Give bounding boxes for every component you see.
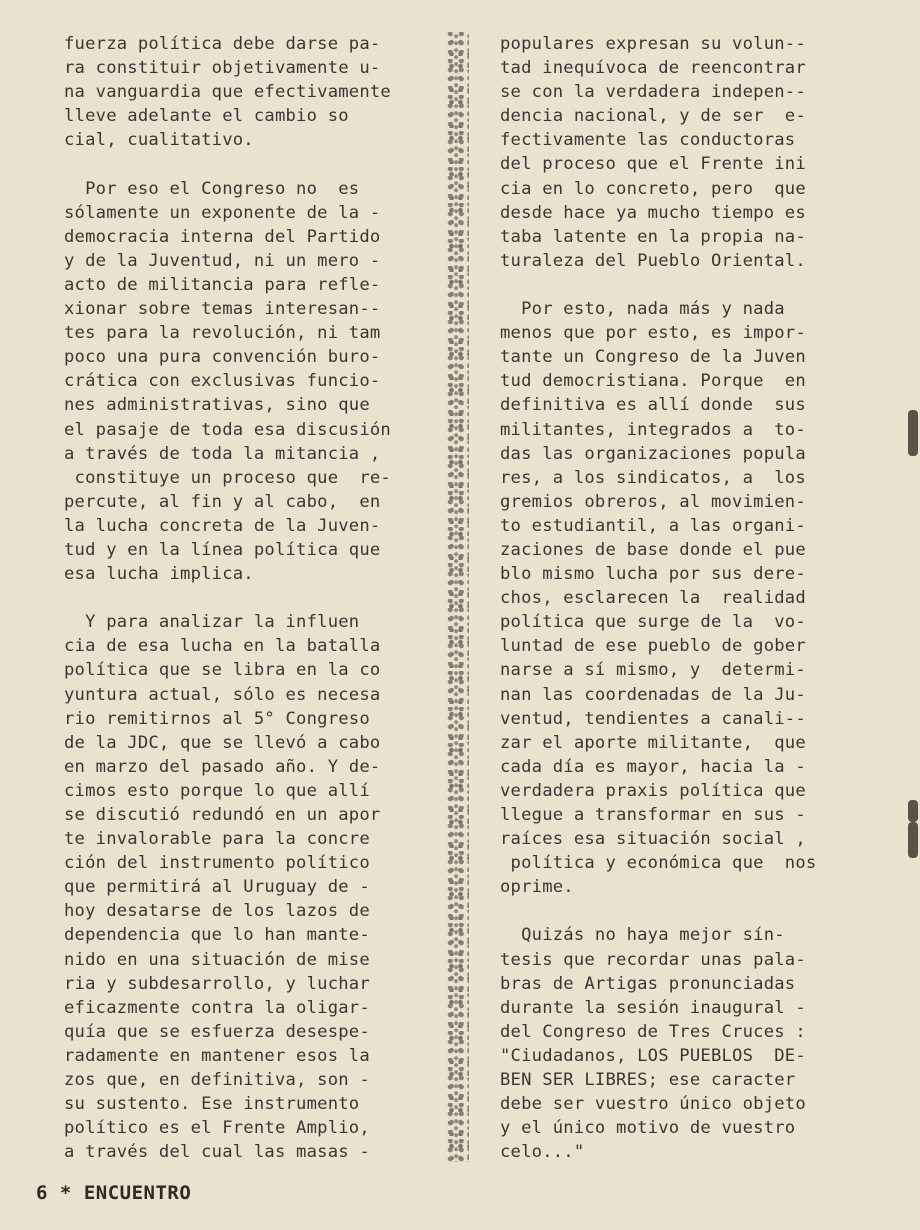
- text-line: radamente en mantener esos la: [64, 1045, 370, 1066]
- text-line: constituye un proceso que re-: [64, 467, 391, 488]
- text-line: del proceso que el Frente ini: [500, 154, 806, 175]
- text-line: nan las coordenadas de la Ju-: [500, 684, 806, 705]
- text-line: narse a sí mismo, y determi-: [500, 660, 806, 681]
- text-line: raíces esa situación social ,: [500, 829, 806, 850]
- text-line: res, a los sindicatos, a los: [500, 467, 806, 488]
- page-number: 6: [36, 1182, 48, 1204]
- text-line: celo...": [500, 1142, 585, 1163]
- text-line: tud y en la línea política que: [64, 539, 381, 560]
- text-line: zos que, en definitiva, son -: [64, 1070, 370, 1091]
- text-line: el pasaje de toda esa discusión: [64, 419, 391, 440]
- text-line: y el único motivo de vuestro: [500, 1118, 796, 1139]
- text-line: chos, esclarecen la realidad: [500, 588, 806, 609]
- paragraph-gap: [64, 152, 444, 176]
- text-line: de la JDC, que se llevó a cabo: [64, 732, 381, 753]
- text-line: BEN SER LIBRES; ese caracter: [500, 1070, 796, 1091]
- text-line: dependencia que lo han mante-: [64, 925, 370, 946]
- text-line: definitiva es allí donde sus: [500, 395, 806, 416]
- text-line: te invalorable para la concre: [64, 829, 370, 850]
- text-line: la lucha concreta de la Juven-: [64, 515, 381, 536]
- text-line: verdadera praxis política que: [500, 780, 806, 801]
- text-line: Y para analizar la influen: [64, 612, 360, 633]
- text-line: se discutió redundó en un apor: [64, 805, 381, 825]
- text-line: lleve adelante el cambio so: [64, 106, 349, 127]
- text-line: gremios obreros, al movimien-: [500, 491, 806, 512]
- text-line: política que se libra en la co: [64, 660, 381, 681]
- text-line: rio remitirnos al 5° Congreso: [64, 708, 370, 729]
- text-line: democracia interna del Partido: [64, 226, 381, 247]
- text-line: quía que se esfuerza desespe-: [64, 1021, 370, 1042]
- text-line: bras de Artigas pronunciadas: [500, 973, 796, 994]
- text-line: tad inequívoca de reencontrar: [500, 58, 806, 79]
- text-line: que permitirá al Uruguay de -: [64, 877, 370, 898]
- text-line: dencia nacional, y de ser e-: [500, 106, 806, 127]
- text-line: nes administrativas, sino que: [64, 395, 370, 416]
- text-line: xionar sobre temas interesan--: [64, 299, 381, 320]
- left-text-column: [64, 32, 444, 1164]
- text-line: percute, al fin y al cabo, en: [64, 491, 381, 512]
- text-line: populares expresan su volun--: [500, 34, 806, 54]
- text-line: tante un Congreso de la Juven: [500, 347, 806, 368]
- paragraph-gap: [64, 586, 444, 610]
- page-edge-mark: [908, 410, 918, 456]
- text-line: sólamente un exponente de la -: [64, 202, 381, 223]
- text-line: y de la Juventud, ni un mero -: [64, 250, 381, 271]
- text-line: hoy desatarse de los lazos de: [64, 901, 370, 922]
- publication-name: ENCUENTRO: [83, 1182, 192, 1204]
- text-line: fuerza política debe darse pa-: [64, 34, 381, 54]
- text-line: taba latente en la propia na-: [500, 226, 806, 247]
- text-line: del Congreso de Tres Cruces :: [500, 1021, 806, 1042]
- text-line: ra constituir objetivamente u-: [64, 58, 381, 79]
- text-line: cia de esa lucha en la batalla: [64, 636, 381, 657]
- text-line: su sustento. Ese instrumento: [64, 1094, 360, 1115]
- text-line: esa lucha implica.: [64, 564, 254, 585]
- text-line: se con la verdadera indepen--: [500, 82, 806, 103]
- text-line: durante la sesión inaugural -: [500, 997, 806, 1018]
- text-line: menos que por esto, es impor-: [500, 323, 806, 344]
- text-line: eficazmente contra la oligar-: [64, 997, 370, 1018]
- text-line: zaciones de base donde el pue: [500, 539, 806, 560]
- text-line: ventud, tendientes a canali--: [500, 708, 806, 729]
- text-line: tud democristiana. Porque en: [500, 371, 806, 392]
- text-line: poco una pura convención buro-: [64, 347, 381, 368]
- text-line: debe ser vuestro único objeto: [500, 1094, 806, 1115]
- column-divider-ornament: [447, 32, 469, 1162]
- paragraph-gap: [500, 899, 860, 923]
- text-line: llegue a transformar en sus -: [500, 805, 806, 825]
- text-line: a través de toda la mitancia ,: [64, 443, 381, 464]
- text-line: cial, cualitativo.: [64, 130, 254, 151]
- text-line: to estudiantil, a las organi-: [500, 515, 806, 536]
- text-line: tesis que recordar unas pala-: [500, 949, 806, 970]
- footer-separator: *: [59, 1182, 72, 1204]
- text-line: político es el Frente Amplio,: [64, 1118, 370, 1139]
- text-line: das las organizaciones popula: [500, 443, 806, 464]
- text-line: cimos esto porque lo que allí: [64, 780, 370, 801]
- text-line: acto de militancia para refle-: [64, 274, 381, 295]
- text-line: crática con exclusivas funcio-: [64, 371, 381, 392]
- text-line: zar el aporte militante, que: [500, 732, 806, 753]
- page-edge-mark: [908, 822, 918, 858]
- text-line: fectivamente las conductoras: [500, 130, 796, 151]
- text-line: política que surge de la vo-: [500, 612, 806, 633]
- text-line: Por eso el Congreso no es: [64, 178, 360, 199]
- text-line: desde hace ya mucho tiempo es: [500, 202, 806, 223]
- text-line: "Ciudadanos, LOS PUEBLOS DE-: [500, 1045, 806, 1066]
- text-line: cada día es mayor, hacia la -: [500, 756, 806, 777]
- text-line: política y económica que nos: [500, 853, 817, 874]
- text-line: cia en lo concreto, pero que: [500, 178, 806, 199]
- text-line: militantes, integrados a to-: [500, 419, 806, 440]
- text-line: ria y subdesarrollo, y luchar: [64, 973, 370, 994]
- page-footer: [36, 1182, 191, 1204]
- text-line: oprime.: [500, 877, 574, 898]
- text-line: nido en una situación de mise: [64, 949, 370, 970]
- text-line: Quizás no haya mejor sín-: [500, 925, 785, 946]
- text-line: luntad de ese pueblo de gober: [500, 636, 806, 657]
- text-line: blo mismo lucha por sus dere-: [500, 564, 806, 585]
- paragraph-gap: [500, 273, 860, 297]
- right-text-column: [500, 32, 860, 1164]
- text-line: a través del cual las masas -: [64, 1142, 370, 1163]
- text-line: Por esto, nada más y nada: [500, 299, 785, 320]
- page-edge-mark: [908, 800, 918, 822]
- text-line: yuntura actual, sólo es necesa: [64, 684, 381, 705]
- text-line: na vanguardia que efectivamente: [64, 82, 391, 103]
- text-line: turaleza del Pueblo Oriental.: [500, 250, 806, 271]
- text-line: tes para la revolución, ni tam: [64, 323, 381, 344]
- text-line: en marzo del pasado año. Y de-: [64, 756, 381, 777]
- text-line: ción del instrumento político: [64, 853, 370, 874]
